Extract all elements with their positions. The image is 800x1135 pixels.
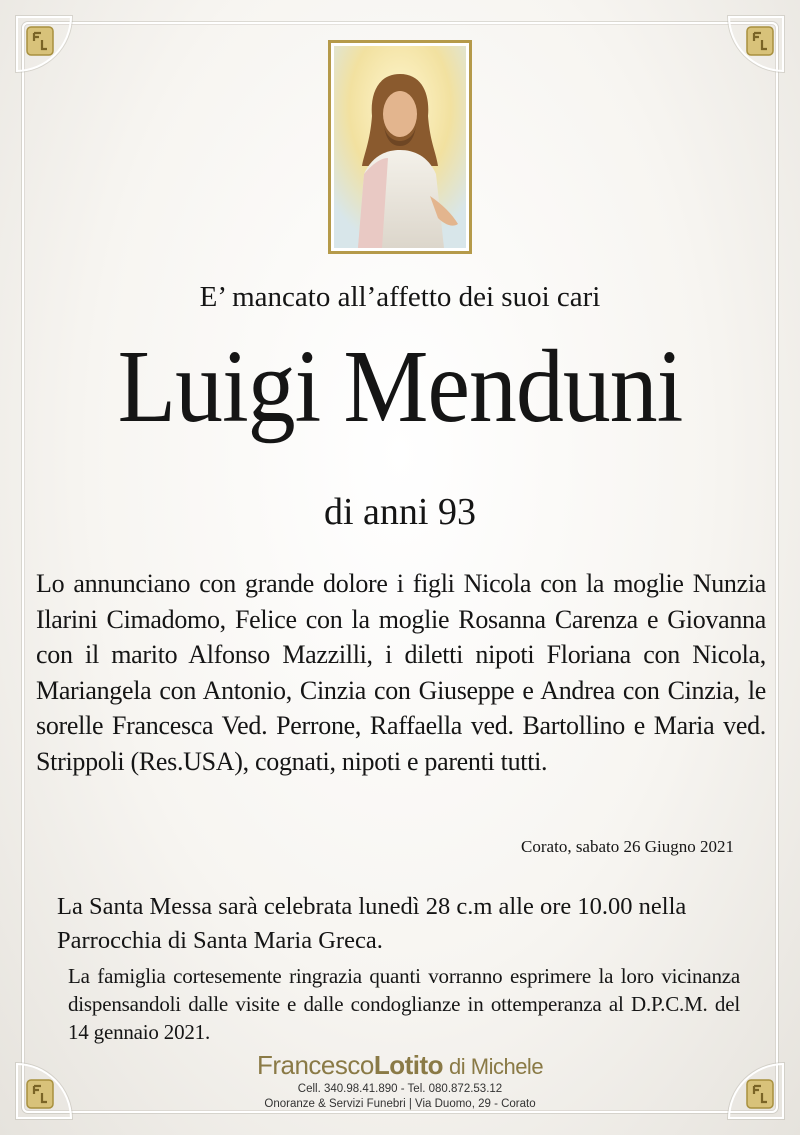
intro-line: E’ mancato all’affetto dei suoi cari [199,281,601,313]
thanks-note: La famiglia cortesemente ringrazia quanti vorranno esprimere la loro vicinanza dispensandoli dalle visite e dalle condoglianze in ottemperanza al D.P.C.M. del 14 gennaio 2021. [68,964,740,1044]
signature-contacts: Cell. 340.98.41.890 - Tel. 080.872.53.12 [297,1083,503,1095]
signature-address: Onoranze & Servizi Funebri | Via Duomo, 29 - Corato [264,1098,536,1110]
religious-portrait-icon [334,46,466,248]
signature-last-name: Lotito [373,1050,444,1080]
announcement-text: Lo annunciano con grande dolore i figli Nicola con la moglie Nunzia Ilarini Cimadomo, Felice con la moglie Rosanna Carenza e Giovanna con il marito Alfonso Mazzilli, i diletti nipoti Floriana con Nicola, Mariangela con Antonio, Cinzia con Giuseppe e Andrea con Cinzia, le sorelle Francesca Ved. Perrone, Raffaella ved. Bartollino e Maria ved. Strippoli (Res.USA), cognati, nipoti e parenti tutti. [36,569,766,776]
corner-top-left [16,16,72,72]
funeral-home-signature [0,1050,800,1112]
deceased-name: Luigi Menduni [117,329,683,444]
corner-top-right [728,16,784,72]
fl-monogram-icon [746,26,774,56]
signature-suffix: di Michele [449,1054,544,1079]
funeral-home-name [0,1050,800,1082]
notice-date: Corato, sabato 26 Giugno 2021 [521,837,734,856]
deceased-age: di anni 93 [324,491,476,533]
signature-first-name: Francesco [256,1050,374,1080]
religious-portrait [328,40,472,254]
mass-info: La Santa Messa sarà celebrata lunedì 28 c.m alle ore 10.00 nella Parrocchia di Santa Maria Greca. [57,893,687,954]
fl-monogram-icon [26,26,54,56]
